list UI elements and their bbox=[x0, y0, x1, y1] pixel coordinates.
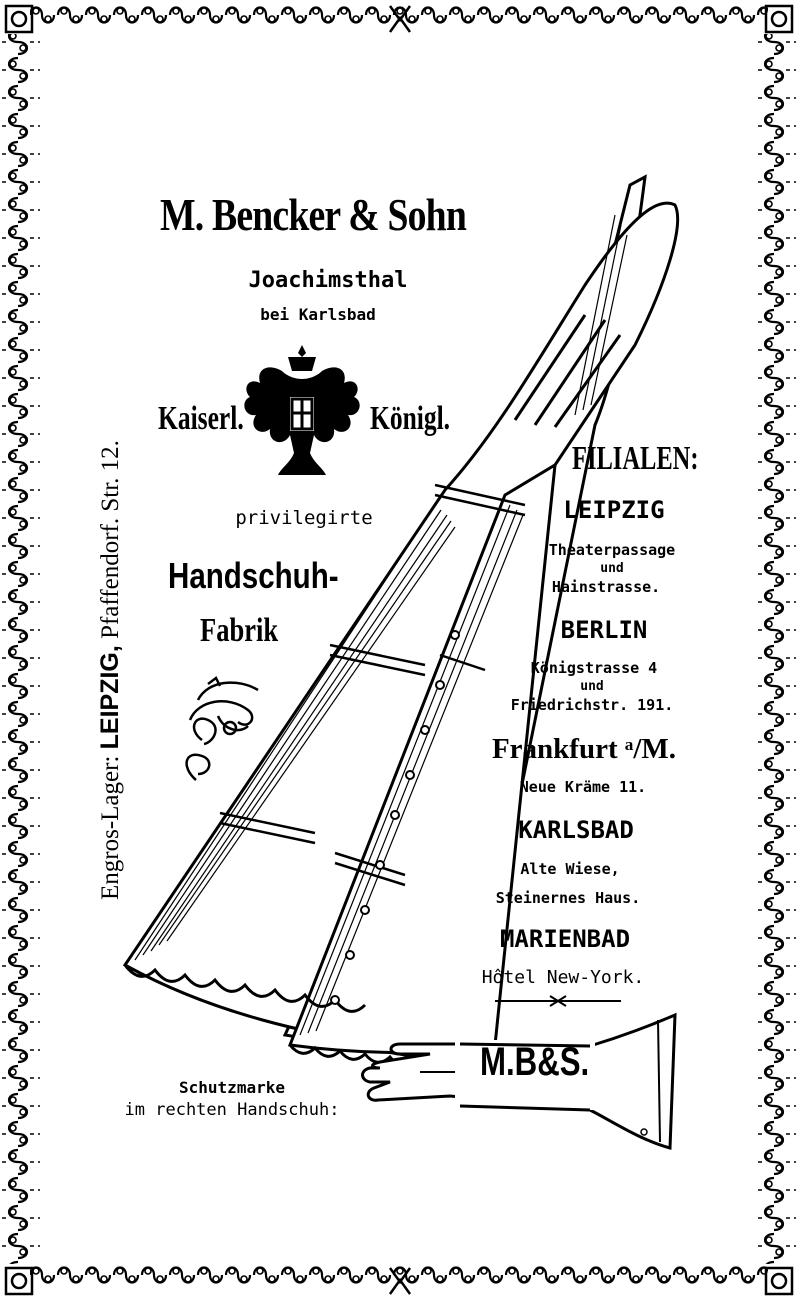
branch-frankfurt-line1: Neue Kräme 11. bbox=[519, 778, 647, 796]
warehouse-label: Engros-Lager: bbox=[97, 755, 124, 900]
trademark-mark: M.B&S. bbox=[480, 1040, 590, 1084]
branch-leipzig-und: und bbox=[600, 561, 624, 576]
branch-city-marienbad: MARIENBAD bbox=[499, 925, 631, 953]
firm-near: bei Karlsbad bbox=[260, 305, 376, 324]
branch-karlsbad-line2: Steinernes Haus. bbox=[495, 889, 641, 907]
branch-city-leipzig: LEIPZIG bbox=[563, 496, 665, 524]
branch-leipzig-line2: Hainstrasse. bbox=[551, 578, 661, 596]
firm-name: M. Bencker & Sohn bbox=[160, 189, 467, 240]
branch-city-frankfurt: Frankfurt ᵃ/M. bbox=[491, 733, 677, 765]
firm-location: Joachimsthal bbox=[248, 268, 408, 293]
title-right: Königl. bbox=[370, 400, 451, 437]
warehouse-city: LEIPZIG, bbox=[96, 645, 124, 750]
branch-berlin-line1: Königstrasse 4 bbox=[530, 659, 658, 677]
title-left: Kaiserl. bbox=[158, 400, 244, 437]
privileged-label: privilegirte bbox=[235, 507, 373, 529]
branch-leipzig-line1: Theaterpassage bbox=[548, 541, 676, 559]
warehouse-street: Pfaffendorf. Str. 12. bbox=[97, 440, 124, 639]
branch-berlin-line2: Friedrichstr. 191. bbox=[510, 696, 674, 714]
branch-berlin-und: und bbox=[580, 679, 604, 694]
branch-marienbad-line1: Hôtel New-York. bbox=[481, 967, 645, 988]
branch-karlsbad-line1: Alte Wiese, bbox=[520, 860, 620, 878]
branches-heading: FILIALEN: bbox=[572, 440, 699, 477]
branch-city-berlin: BERLIN bbox=[560, 616, 648, 644]
product-label-2: Fabrik bbox=[200, 612, 279, 649]
trademark-glove-icon bbox=[360, 1010, 685, 1160]
branch-city-karlsbad: KARLSBAD bbox=[518, 816, 634, 844]
trademark-label-2: im rechten Handschuh: bbox=[124, 1100, 340, 1120]
divider-ornament bbox=[495, 994, 621, 1008]
product-label: Handschuh- bbox=[168, 555, 339, 596]
trademark-label: Schutzmarke bbox=[179, 1078, 285, 1097]
